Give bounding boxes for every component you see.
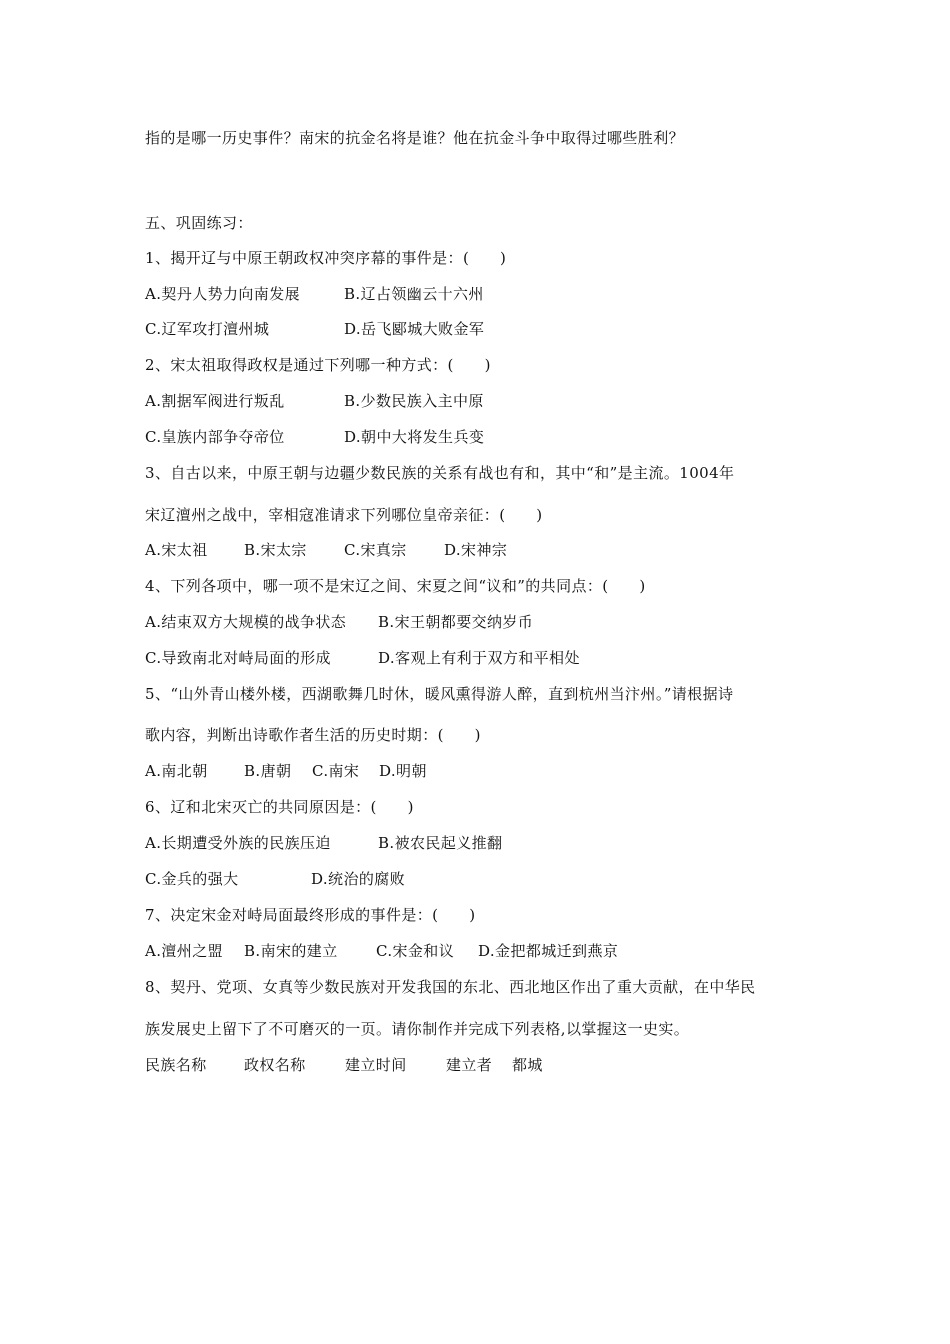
question-7-stem: 7、决定宋金对峙局面最终形成的事件是：( ): [145, 906, 476, 924]
intro-text: 指的是哪一历史事件？南宋的抗金名将是谁？他在抗金斗争中取得过哪些胜利？: [145, 129, 685, 147]
question-3-options-row-1: [145, 540, 507, 560]
option-b[interactable]: B.被农民起义推翻: [378, 834, 503, 852]
option-b[interactable]: B.辽占领幽云十六州: [344, 285, 484, 303]
question-3-stem-line-2: 宋辽澶州之战中，宰相寇准请求下列哪位皇帝亲征：( ): [145, 506, 543, 524]
option-c[interactable]: C.金兵的强大: [145, 870, 239, 888]
question-4-options-row-1: [145, 612, 533, 632]
option-a[interactable]: A.澶州之盟: [145, 942, 224, 960]
option-a[interactable]: A.契丹人势力向南发展: [145, 285, 301, 303]
table-header-row: [145, 1055, 543, 1075]
option-d[interactable]: D.朝中大将发生兵变: [344, 428, 485, 446]
question-8-stem-line-1: 8、契丹、党项、女真等少数民族对开发我国的东北、西北地区作出了重大贡献，在中华民: [145, 978, 756, 996]
question-1-stem: 1、揭开辽与中原王朝政权冲突序幕的事件是：( ): [145, 249, 507, 267]
option-d[interactable]: D.统治的腐败: [311, 870, 406, 888]
question-1-options-row-2: [145, 319, 484, 339]
question-8-stem-line-2: 族发展史上留下了不可磨灭的一页。请你制作并完成下列表格,以掌握这一史实。: [145, 1020, 690, 1038]
option-c[interactable]: C.辽军攻打澶州城: [145, 320, 270, 338]
table-header-regime-name: 政权名称: [244, 1056, 306, 1074]
question-5-options-row-1: [145, 761, 427, 781]
table-header-capital: 都城: [512, 1056, 543, 1074]
question-2-options-row-1: [145, 391, 484, 411]
question-4-options-row-2: [145, 648, 580, 668]
question-1-options-row-1: [145, 284, 484, 304]
question-4-stem: 4、下列各项中，哪一项不是宋辽之间、宋夏之间“议和”的共同点：( ): [145, 577, 646, 595]
table-header-founding-time: 建立时间: [345, 1056, 407, 1074]
option-a[interactable]: A.南北朝: [145, 762, 208, 780]
option-c[interactable]: C.南宋: [312, 762, 360, 780]
option-a[interactable]: A.长期遭受外族的民族压迫: [145, 834, 331, 852]
option-d[interactable]: D.金把都城迁到燕京: [478, 942, 619, 960]
table-header-founder: 建立者: [446, 1056, 493, 1074]
option-b[interactable]: B.宋王朝都要交纳岁币: [378, 613, 534, 631]
option-d[interactable]: D.明朝: [379, 762, 427, 780]
question-2-stem: 2、宋太祖取得政权是通过下列哪一种方式：( ): [145, 356, 491, 374]
table-header-ethnic-group: 民族名称: [145, 1056, 207, 1074]
question-7-options-row-1: [145, 941, 618, 961]
option-d[interactable]: D.岳飞郾城大败金军: [344, 320, 485, 338]
option-c[interactable]: C.宋真宗: [344, 541, 407, 559]
question-3-stem-line-1: 3、自古以来，中原王朝与边疆少数民族的关系有战也有和，其中“和”是主流。1004年: [145, 464, 735, 482]
option-b[interactable]: B.南宋的建立: [244, 942, 338, 960]
question-6-stem: 6、辽和北宋灭亡的共同原因是：( ): [145, 798, 414, 816]
question-5-stem-line-2: 歌内容，判断出诗歌作者生活的历史时期：( ): [145, 726, 481, 744]
question-2-options-row-2: [145, 427, 484, 447]
option-b[interactable]: B.唐朝: [244, 762, 292, 780]
option-c[interactable]: C.导致南北对峙局面的形成: [145, 649, 331, 667]
option-b[interactable]: B.宋太宗: [244, 541, 307, 559]
option-a[interactable]: A.结束双方大规模的战争状态: [145, 613, 347, 631]
option-a[interactable]: A.割据军阀进行叛乱: [145, 392, 285, 410]
question-6-options-row-1: [145, 833, 502, 853]
option-c[interactable]: C.宋金和议: [376, 942, 455, 960]
option-b[interactable]: B.少数民族入主中原: [344, 392, 484, 410]
question-6-options-row-2: [145, 869, 405, 889]
option-a[interactable]: A.宋太祖: [145, 541, 208, 559]
option-d[interactable]: D.宋神宗: [444, 541, 508, 559]
section-title: 五、巩固练习：: [145, 214, 253, 232]
question-5-stem-line-1: 5、“山外青山楼外楼，西湖歌舞几时休，暖风熏得游人醉，直到杭州当汴州。”请根据诗: [145, 685, 734, 703]
option-c[interactable]: C.皇族内部争夺帝位: [145, 428, 285, 446]
option-d[interactable]: D.客观上有利于双方和平相处: [378, 649, 580, 667]
